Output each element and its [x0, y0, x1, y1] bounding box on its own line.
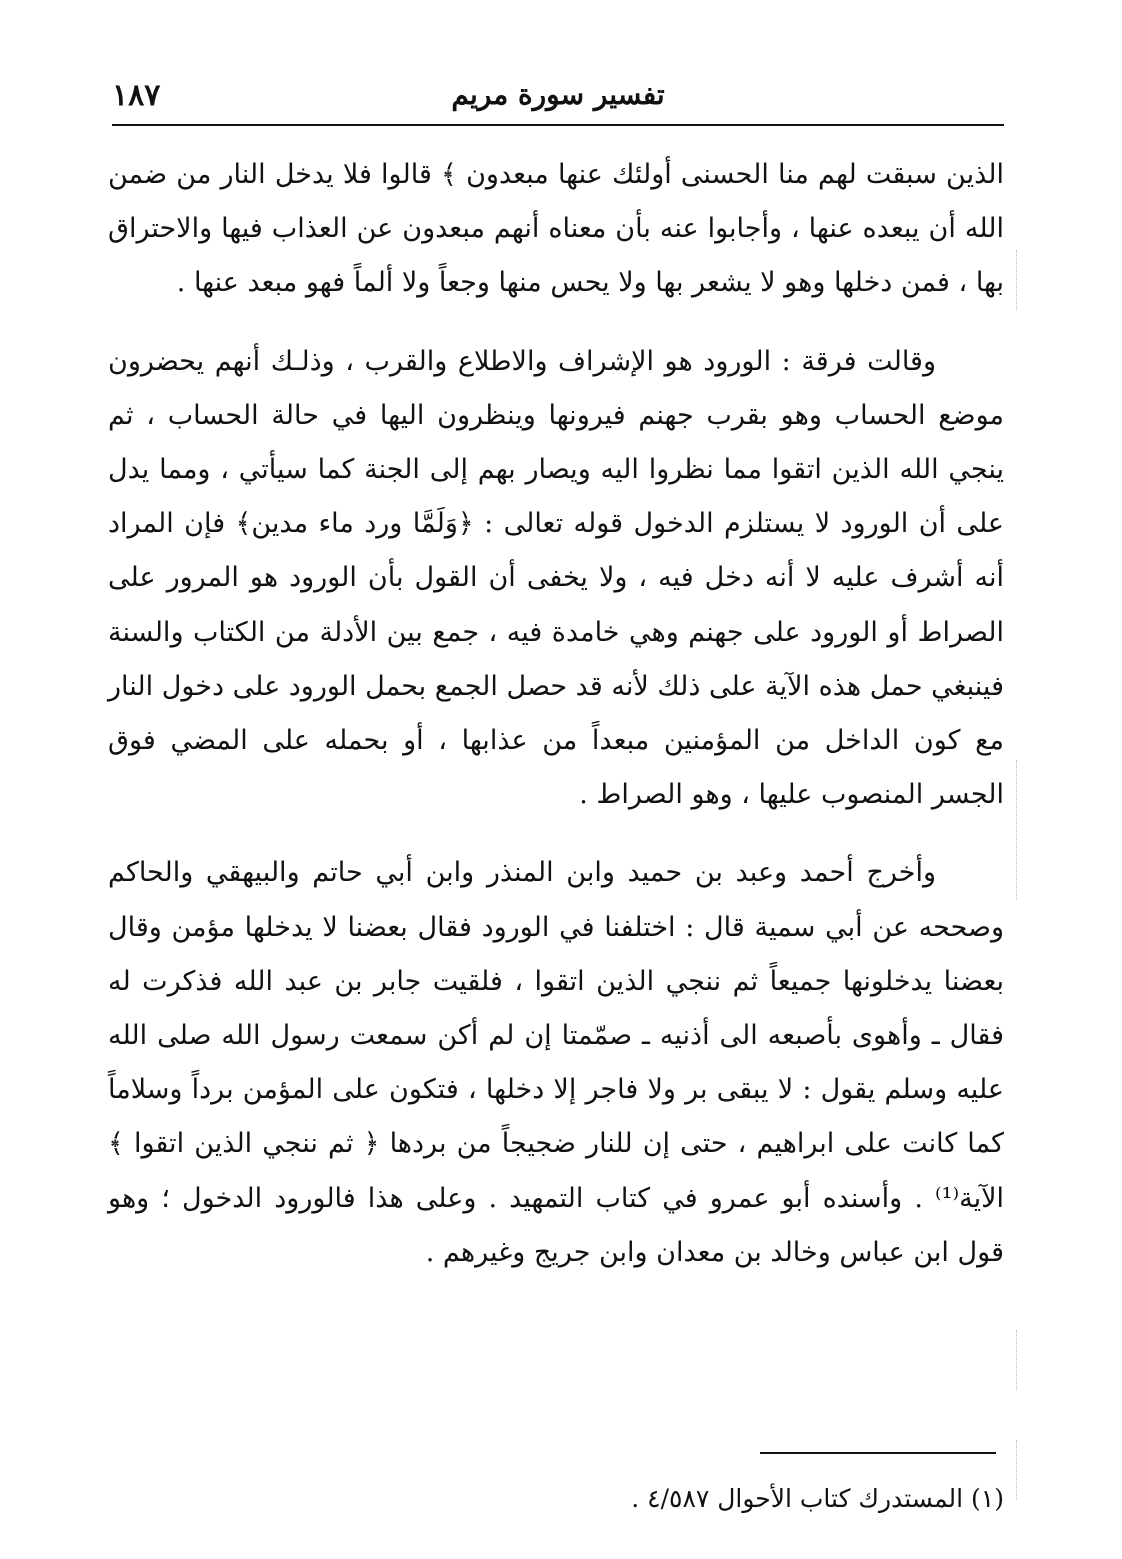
footnote: (١) المستدرك كتاب الأحوال ٤/٥٨٧ . [631, 1484, 1004, 1513]
page-number: ١٨٧ [112, 78, 161, 113]
paragraph-1: الذين سبقت لهم منا الحسنى أولئك عنها مبعدون ﴾ قالوا فلا يدخل النار من ضمن الله أن يبعده عنها ، وأجابوا عنه بأن معناه أنهم مبعدون عن العذاب فيها والاحتراق بها ، فمن دخلها وهو لا يشعر بها ولا يحس منها وجعاً ولا ألماً فهو مبعد عنها . [108, 159, 1004, 299]
margin-mark [1016, 1330, 1017, 1390]
running-title: تفسير سورة مريم [451, 78, 665, 111]
margin-mark [1016, 1440, 1017, 1500]
header-rule [112, 124, 1004, 126]
body-text [108, 148, 1004, 1280]
margin-mark [1016, 760, 1017, 900]
paragraph-3: وأخرج أحمد وعبد بن حميد وابن المنذر وابن أبي حاتم والبيهقي والحاكم وصححه عن أبي سمية قال : اختلفنا في الورود فقال بعضنا لا يدخلها مؤمن وقال بعضنا يدخلونها جميعاً ثم ننجي الذين اتقوا ، فلقيت جابر بن عبد الله فذكرت له فقال ـ وأهوى بأصبعه الى أذنيه ـ صمّمتا إن لم أكن سمعت رسول الله صلى الله عليه وسلم يقول : لا يبقى بر ولا فاجر إلا دخلها ، فتكون على المؤمن برداً وسلاماً كما كانت على ابراهيم ، حتى إن للنار ضجيجاً من بردها ﴿ ثم ننجي الذين اتقوا ﴾ الآية⁽¹⁾ . وأسنده أبو عمرو في كتاب التمهيد . وعلى هذا فالورود الدخول ؛ وهو قول ابن عباس وخالد بن معدان وابن جريج وغيرهم . [108, 857, 1004, 1268]
footnote-rule [760, 1452, 996, 1454]
margin-mark [1016, 250, 1017, 310]
page-header [112, 72, 1004, 116]
paragraph-2: وقالت فرقة : الورود هو الإشراف والاطلاع والقرب ، وذلـك أنهم يحضرون موضع الحساب وهو بقرب جهنم فيرونها وينظرون اليها في حالة الحساب ، ثم ينجي الله الذين اتقوا مما نظروا اليه ويصار بهم إلى الجنة كما سيأتي ، ومما يدل على أن الورود لا يستلزم الدخول قوله تعالى : ﴿وَلَمَّا ورد ماء مدين﴾ فإن المراد أنه أشرف عليه لا أنه دخل فيه ، ولا يخفى أن القول بأن الورود هو المرور على الصراط أو الورود على جهنم وهي خامدة فيه ، جمع بين الأدلة من الكتاب والسنة فينبغي حمل هذه الآية على ذلك لأنه قد حصل الجمع بحمل الورود على دخول النار مع كون الداخل من المؤمنين مبعداً من عذابها ، أو بحمله على المضي فوق الجسر المنصوب عليها ، وهو الصراط . [108, 345, 1004, 811]
